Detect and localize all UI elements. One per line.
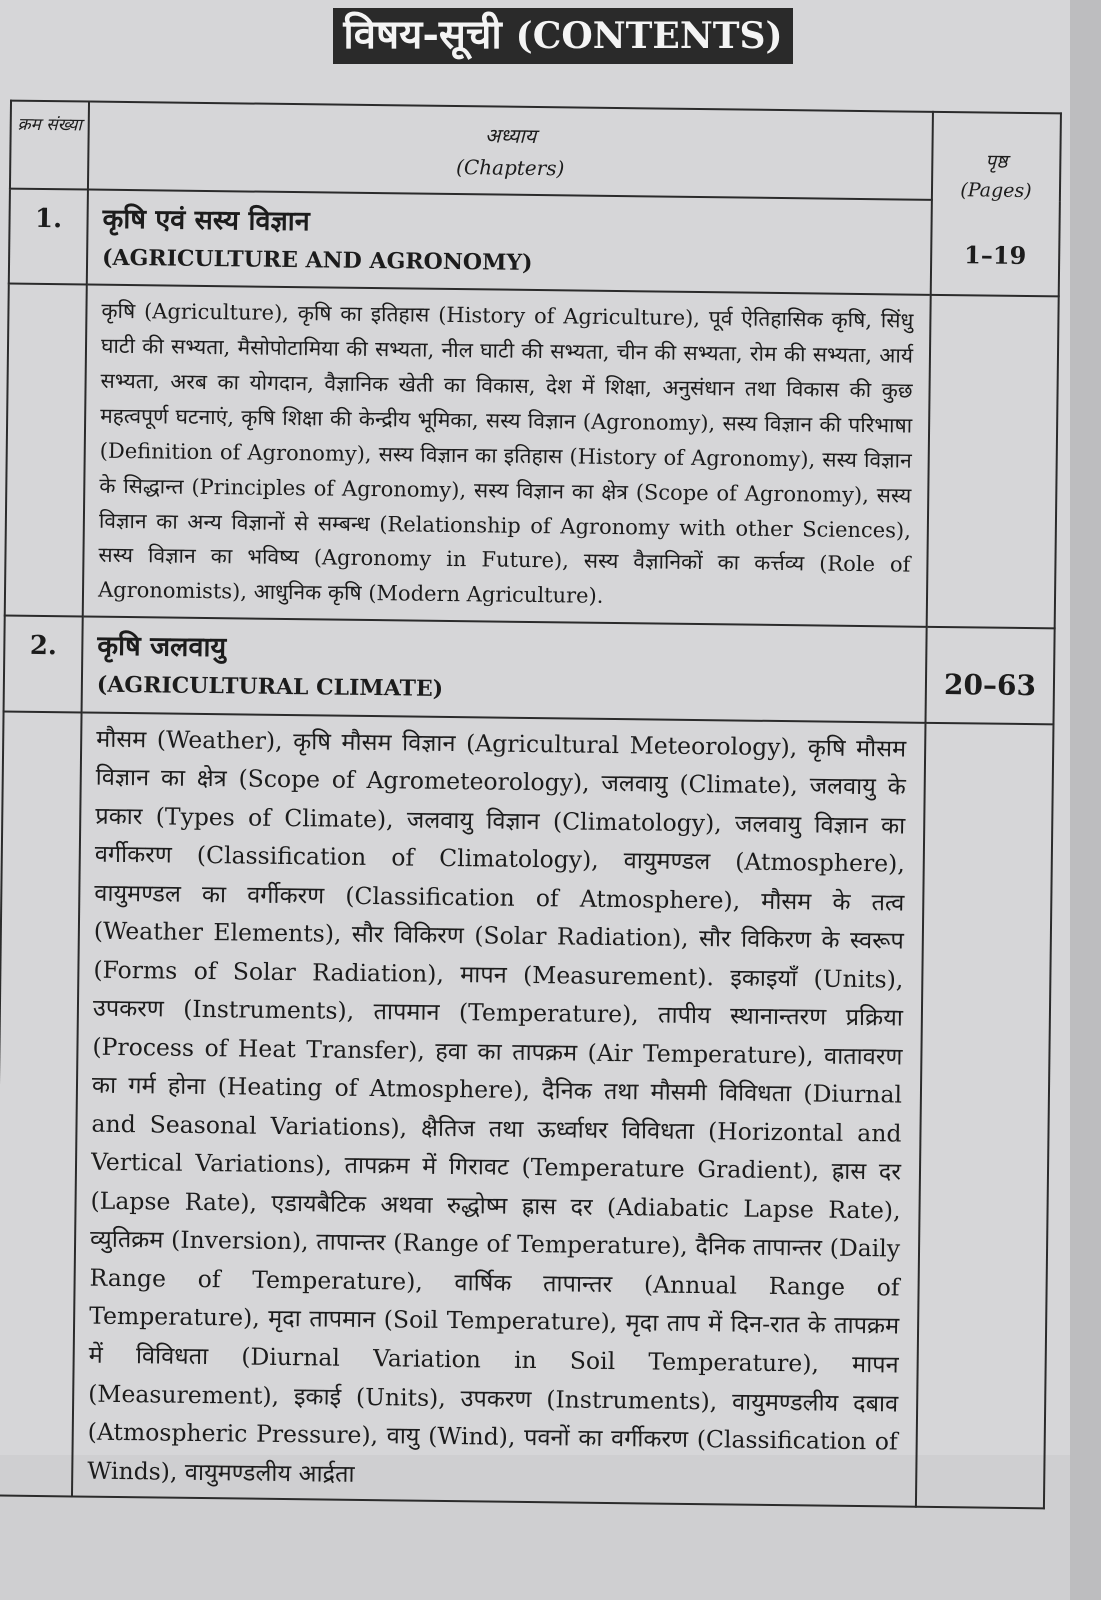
blank-cell (5, 284, 87, 617)
heading-hindi: विषय-सूची (343, 11, 502, 58)
pages-header-hindi: पृष्ठ (985, 150, 1008, 173)
table-header-row (10, 101, 1061, 202)
table-row (5, 284, 1059, 629)
contents-heading (308, 8, 818, 64)
chapter-title (82, 617, 927, 723)
chapter-title-hindi: कृषि जलवायु (97, 630, 227, 664)
chapter-description: मौसम (Weather), कृषि मौसम विज्ञान (Agricultural Meteorology), कृषि मौसम विज्ञान का क्षेत्र (Scope of Agrometeorology), जलवायु (Climate), जलवायु के प्रकार (Types of Climate), जलवायु विज्ञान (Climatology), जलवायु विज्ञान का वर्गीकरण (Classification of Climatology), वायुमण्डल (Atmosphere), वायुमण्डल का वर्गीकरण (Classification of Atmosphere), मौसम के तत्व (Weather Elements), सौर विकिरण (Solar Radiation), सौर विकिरण के स्वरूप (Forms of Solar Radiation), मापन (Measurement). इकाइयाँ (Units), उपकरण (Instruments), तापमान (Temperature), तापीय स्थानान्तरण प्रक्रिया (Process of Heat Transfer), हवा का तापक्रम (Air Temperature), वातावरण का गर्म होना (Heating of Atmosphere), दैनिक तथा मौसमी विविधता (Diurnal and Seasonal Variations), क्षैतिज तथा ऊर्ध्वाधर विविधता (Horizontal and Vertical Variations), तापक्रम में गिरावट (Temperature Gradient), ह्रास दर (Lapse Rate), एडायबैटिक अथवा रुद्धोष्म ह्रास दर (Adiabatic Lapse Rate), व्युतिक्रम (Inversion), तापान्तर (Range of Temperature), दैनिक तापान्तर (Daily Range of Temperature), वार्षिक तापान्तर (Annual Range of Temperature), मृदा तापमान (Soil Temperature), मृदा ताप में दिन-रात के तापक्रम में विविधता (Diurnal Variation in Soil Temperature), मापन (Measurement), इकाई (Units), उपकरण (Instruments), वायुमण्डलीय दबाव (Atmospheric Pressure), वायु (Wind), पवनों का वर्गीकरण (Classification of Winds), वायुमण्डलीय आर्द्रता (72, 712, 926, 1507)
table-row (4, 616, 1055, 724)
blank-cell (916, 722, 1054, 1508)
pages-header-english: (Pages) (960, 179, 1032, 203)
chapter-pages-text: 1–19 (963, 240, 1027, 271)
chapter-description: कृषि (Agriculture), कृषि का इतिहास (History of Agriculture), पूर्व ऐतिहासिक कृषि, सिंधु घाटी की सभ्यता, मैसोपोटामिया की सभ्यता, नील घाटी की सभ्यता, चीन की सभ्यता, रोम की सभ्यता, आर्य सभ्यता, अरब का योगदान, वैज्ञानिक खेती का विकास, देश में शिक्षा, अनुसंधान तथा विकास की कुछ महत्वपूर्ण घटनाएं, कृषि शिक्षा की केन्द्रीय भूमिका, सस्य विज्ञान (Agronomy), सस्य विज्ञान की परिभाषा (Definition of Agronomy), सस्य विज्ञान का इतिहास (History of Agronomy), सस्य विज्ञान के सिद्धान्त (Principles of Agronomy), सस्य विज्ञान का क्षेत्र (Scope of Agronomy), सस्य विज्ञान का अन्य विज्ञानों से सम्बन्ध (Relationship of Agronomy with other Sciences), सस्य विज्ञान का भविष्य (Agronomy in Future), सस्य वैज्ञानिकों का कर्त्तव्य (Role of Agronomists), आधुनिक कृषि (Modern Agriculture). (83, 285, 931, 627)
chapter-pages: 20–63 (925, 627, 1054, 724)
contents-table (0, 100, 1062, 1510)
chapter-pages (927, 240, 1059, 628)
chapter-title (87, 190, 932, 296)
chapter-title-english: (AGRICULTURE AND AGRONOMY) (101, 244, 533, 276)
chapter-number: 1. (9, 189, 88, 285)
chapter-number: 2. (4, 616, 83, 712)
table-row (0, 711, 1053, 1508)
chapter-column-header (88, 102, 933, 200)
blank-cell (0, 711, 82, 1497)
table-row (9, 189, 1060, 297)
chapter-title-hindi: कृषि एवं सस्य विज्ञान (102, 203, 310, 238)
chapter-header-english: (Chapters) (455, 155, 565, 181)
serial-column-header: क्रम संख्या (10, 101, 89, 190)
chapter-header-hindi: अध्याय (484, 123, 537, 149)
chapter-title-english: (AGRICULTURAL CLIMATE) (96, 671, 444, 702)
heading-english: (CONTENTS) (515, 15, 783, 57)
heading-banner (333, 8, 792, 64)
